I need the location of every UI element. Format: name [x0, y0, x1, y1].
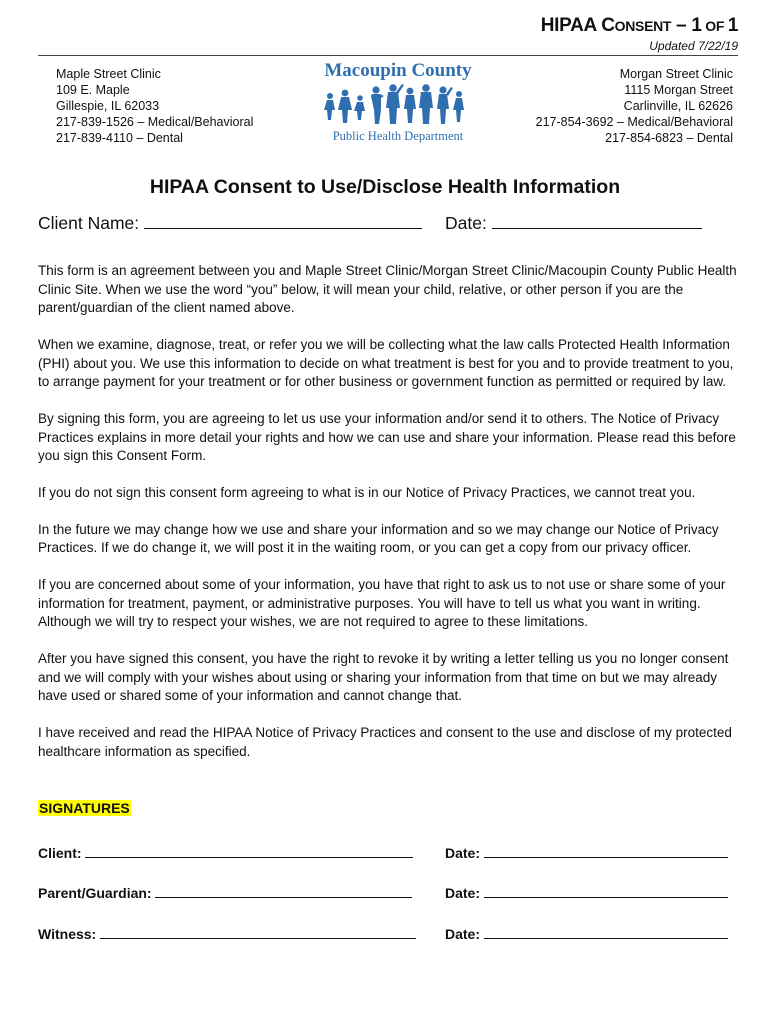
- clinic-left: [56, 66, 253, 146]
- paragraph: After you have signed this consent, you have the right to revoke it by writing a letter telling us you no longer consent and we will comply with your wishes about using or sharing your information from that time on but we may already have used or shared some of your information and cannot change that.: [38, 651, 729, 704]
- updated-date: Updated 7/22/19: [649, 39, 738, 53]
- clinic-address: 1115 Morgan Street: [624, 83, 733, 97]
- witness-date-field[interactable]: [484, 924, 728, 939]
- client-date-label: Date:: [445, 845, 481, 861]
- date-field[interactable]: [492, 212, 702, 229]
- clinic-phone-medical: 217-854-3692 – Medical/Behavioral: [535, 115, 733, 129]
- witness-date-label: Date:: [445, 926, 481, 942]
- logo-subtitle: Public Health Department: [332, 129, 464, 143]
- parent-signature-field[interactable]: [155, 883, 412, 898]
- parent-date-label: Date:: [445, 885, 481, 901]
- paragraph: If you are concerned about some of your information, you have that right to ask us to not use or share some of your information for treatment, payment, or administrative purposes. You will have to tell us what you want in writing. Although we will try to respect your wishes, we are not required to agree to these limitations.: [38, 577, 726, 630]
- clinic-city: Carlinville, IL 62626: [623, 99, 733, 113]
- clinic-phone-medical: 217-839-1526 – Medical/Behavioral: [56, 115, 254, 129]
- people-silhouettes-icon: [318, 82, 478, 128]
- parent-date-field[interactable]: [484, 883, 728, 898]
- paragraph: In the future we may change how we use and share your information and so we may change our Notice of Privacy Practices. If we do change it, we will post it in the waiting room, or you can get a copy from our privacy officer.: [38, 521, 719, 556]
- witness-signature-row: [38, 924, 416, 942]
- date-row: [445, 212, 702, 234]
- tag-total: 1: [727, 15, 738, 36]
- client-date-row: [445, 843, 728, 861]
- page-header: [541, 15, 738, 53]
- clinic-phone-dental: 217-854-6823 – Dental: [605, 131, 733, 145]
- tag-of: OF: [701, 18, 728, 34]
- paragraph: I have received and read the HIPAA Notice of Privacy Practices and consent to the use and disclose of my protected healthcare information as specified.: [38, 725, 732, 759]
- client-name-row: [38, 212, 422, 234]
- paragraph: By signing this form, you are agreeing to let us use your information and/or send it to others. The Notice of Privacy Practices explains in more detail your rights and how we can use and share your information. Please read this before you sign this Consent Form.: [38, 410, 736, 464]
- clinic-city: Gillespie, IL 62033: [56, 99, 160, 113]
- form-title: HIPAA Consent to Use/Disclose Health Information: [149, 176, 621, 198]
- tag-prefix: HIPAA C: [540, 15, 615, 36]
- signatures-heading: SIGNATURES: [39, 800, 130, 816]
- tag-dash: –: [671, 15, 692, 36]
- witness-signature-label: Witness:: [38, 926, 97, 942]
- witness-date-row: [445, 924, 728, 942]
- client-signature-row: [38, 843, 413, 861]
- document-tag: [541, 15, 738, 37]
- client-date-field[interactable]: [484, 843, 728, 858]
- clinic-phone-dental: 217-839-4110 – Dental: [56, 131, 183, 145]
- logo: [318, 60, 478, 146]
- parent-signature-label: Parent/Guardian:: [38, 885, 152, 901]
- parent-signature-row: [38, 883, 412, 901]
- parent-date-row: [445, 883, 728, 901]
- witness-signature-field[interactable]: [100, 924, 416, 939]
- clinic-name: Morgan Street Clinic: [619, 67, 733, 81]
- clinic-address: 109 E. Maple: [56, 83, 130, 97]
- paragraph: This form is an agreement between you and Maple Street Clinic/Morgan Street Clinic/Macoupin County Public Health Clinic Site. When we use the word “you” below, it will mean your child, relative, or other person if you are the parent/guardian of the client named above.: [38, 263, 737, 316]
- client-name-label: Client Name:: [38, 213, 140, 233]
- client-signature-field[interactable]: [85, 843, 413, 858]
- header-rule: [38, 55, 738, 56]
- paragraph: When we examine, diagnose, treat, or refer you we will be collecting what the law calls Protected Health Information (PHI) about you. We use this information to decide on what treatment is best for you and to provide treatment to you, to arrange payment for your treatment or for other business or government function as permitted or required by law.: [38, 336, 734, 390]
- paragraph: If you do not sign this consent form agreeing to what is in our Notice of Privacy Practices, we cannot treat you.: [38, 484, 696, 500]
- client-signature-label: Client:: [38, 845, 82, 861]
- clinic-right: [536, 66, 733, 146]
- tag-smallcaps: ONSENT: [614, 18, 672, 34]
- logo-title: Macoupin County: [324, 60, 472, 81]
- clinic-name: Maple Street Clinic: [56, 67, 161, 81]
- consent-body: [38, 262, 738, 779]
- client-name-field[interactable]: [144, 212, 422, 229]
- tag-page: 1: [691, 15, 702, 36]
- date-label: Date:: [445, 213, 487, 233]
